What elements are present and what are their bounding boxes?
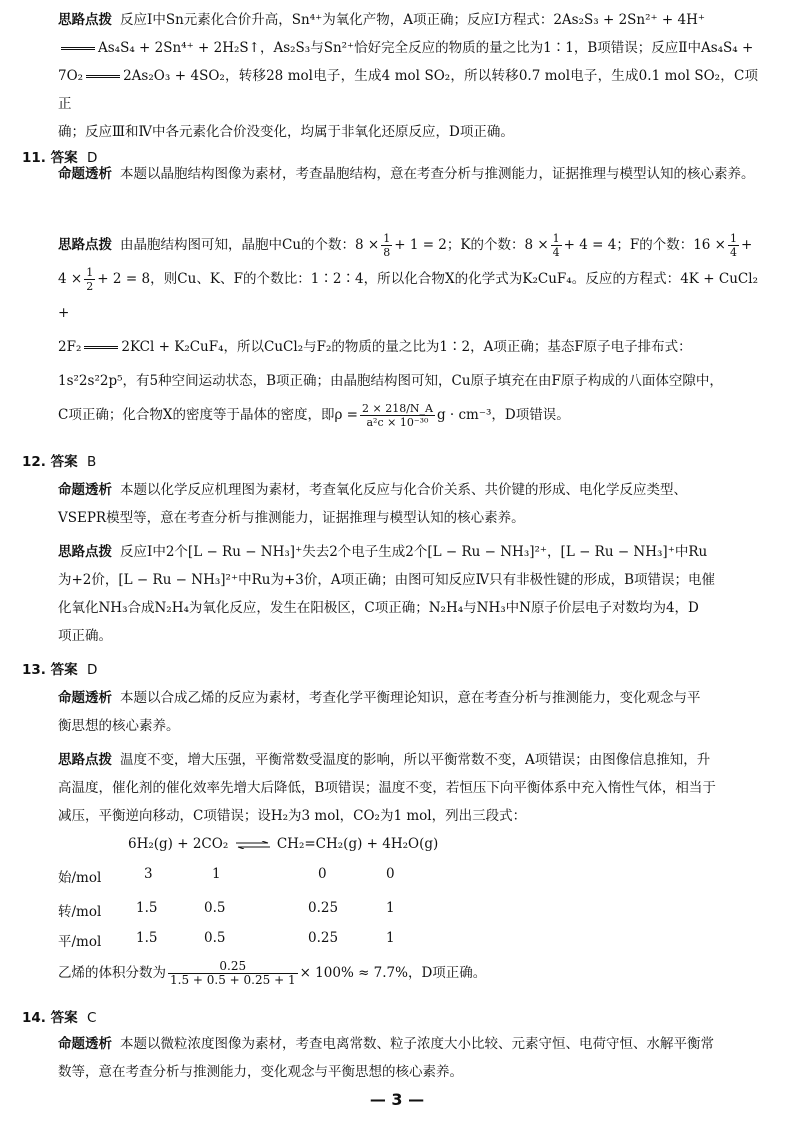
table-cell: 1: [212, 866, 221, 882]
q10-hint: [58, 6, 758, 146]
q12-intent: 命题透析 本题以化学反应机理图为素材，考查氧化反应与化合价关系、共价键的形成、电化学反应类型、 VSEPR模型等，意在考查分析与推测能力，证据推理与模型认知的核心素养。: [58, 482, 687, 526]
page-number: — 3 —: [369, 1090, 425, 1109]
table-cell: 3: [144, 866, 153, 882]
q13-number: 13. 答案 D: [22, 662, 98, 678]
answer-value: C: [87, 1010, 97, 1026]
answer-value: D: [87, 662, 98, 678]
table-cell: 1.5: [136, 930, 158, 946]
equals-arrow: [84, 346, 118, 349]
row-label: 转/mol: [58, 904, 102, 920]
q11-intent: [58, 160, 758, 188]
answer-value: B: [87, 454, 97, 470]
answer-value: D: [87, 150, 98, 166]
intent-label: 命题透析: [58, 166, 112, 182]
table-cell: 1: [386, 900, 395, 916]
answer-label: 答案: [50, 454, 78, 470]
q10-line3a: 7O₂: [58, 68, 84, 84]
fraction: $\frac{1}{2}$: [86, 266, 94, 293]
q11-number: 11. 答案 D: [22, 150, 98, 166]
table-cell: 0: [386, 866, 395, 882]
q14-intent: 命题透析 本题以微粒浓度图像为素材，考查电离常数、粒子浓度大小比较、元素守恒、电荷守恒、水解平衡常 数等，意在考查分析与推测能力，变化观念与平衡思想的核心素养。: [58, 1036, 714, 1080]
fraction: $\frac{1}{8}$: [383, 232, 391, 259]
q10-line4: 确；反应Ⅲ和Ⅳ中各元素化合价没变化，均属于非氧化还原反应，D项正确。: [58, 124, 514, 140]
q10-line3b: 2As₂O₃ + 4SO₂，转移28 mol电子，生成4 mol SO₂，所以转移0.7 mol电子，生成0.1 mol SO₂，C项正: [58, 68, 758, 112]
q13-hint: 思路点拨 温度不变，增大压强，平衡常数受温度的影响，所以平衡常数不变，A项错误；由图像信息推知，升 高温度，催化剂的催化效率先增大后降低，B项错误；温度不变，若恒压下向平衡体系中充入惰性气体，相当于 减压，平衡逆向移动，C项错误；设H₂为3 mol，CO₂为1 mol，列出三段式：: [58, 752, 716, 824]
q13-result: 乙烯的体积分数为 $\frac{0.25}{1.5 + 0.5 + 0.25 + 1}$ × 100% ≈ 7.7%，D项正确。: [58, 959, 487, 987]
intent-label: 命题透析: [58, 482, 112, 498]
fraction: $\frac{1}{4}$: [552, 232, 560, 259]
q10-line1: 反应Ⅰ中Sn元素化合价升高，Sn⁴⁺为氧化产物，A项正确；反应Ⅰ方程式：2As₂S₃ + 2Sn²⁺ + 4H⁺: [120, 12, 706, 28]
intent-label: 命题透析: [58, 690, 112, 706]
equals-arrow: [86, 75, 120, 78]
table-cell: 1: [386, 930, 395, 946]
hint-label: 思路点拨: [58, 12, 112, 28]
table-cell: 1.5: [136, 900, 158, 916]
q12-hint: 思路点拨 反应Ⅰ中2个[L − Ru − NH₃]⁺失去2个电子生成2个[L − Ru − NH₃]²⁺，[L − Ru − NH₃]⁺中Ru 为+2价，[L − Ru − NH₃]²⁺中Ru为+3价，A项正确；由图可知反应Ⅳ只有非极性键的形成，B项错误；电催 化氧化NH₃合成N₂H₄为氧化反应，发生在阳极区，C项正确；N₂H₄与NH₃中N原子价层电子对数均为4，D 项正确。: [58, 544, 715, 644]
table-cell: 0.25: [308, 930, 339, 946]
table-cell: 0: [318, 866, 327, 882]
fraction: $\frac{1}{4}$: [730, 232, 737, 259]
volume-fraction: $\frac{0.25}{1.5 + 0.5 + 0.25 + 1}$: [170, 959, 296, 987]
table-cell: 0.5: [204, 900, 226, 916]
answer-label: 答案: [50, 1010, 78, 1026]
row-label: 平/mol: [58, 934, 102, 950]
hint-label: 思路点拨: [58, 752, 112, 768]
table-cell: 0.5: [204, 930, 226, 946]
equals-arrow: [61, 47, 95, 50]
q10-line2: As₄S₄ + 2Sn⁴⁺ + 2H₂S↑，As₂S₃与Sn²⁺恰好完全反应的物质的量之比为1∶1，B项错误；反应Ⅱ中As₄S₄ +: [98, 40, 754, 56]
answer-label: 答案: [50, 662, 78, 678]
row-label: 始/mol: [58, 870, 102, 886]
q12-number: 12. 答案 B: [22, 454, 97, 470]
hint-label: 思路点拨: [58, 544, 112, 560]
reversible-arrow-icon: [236, 841, 270, 849]
equilibrium-equation: 6H₂(g) + 2CO₂ CH₂=CH₂(g) + 4H₂O(g): [128, 836, 439, 852]
intent-text: 本题以晶胞结构图像为素材，考查晶胞结构，意在考查分析与推测能力，证据推理与模型认知的核心素养。: [120, 166, 755, 182]
answer-label: 答案: [50, 150, 78, 166]
q11-hint: 思路点拨 由晶胞结构图可知，晶胞中Cu的个数：8 × $\frac{1}{8}$ + 1 = 2；K的个数：8 × $\frac{1}{4}$ + 4 = 4；F的个数：16 × $\frac{1}{4}$ + 4 × $\frac{1}{2}$ + 2 = 8，则Cu、K、F的个数比：1∶2∶4，所以化合物X的化学式为K₂CuF₄。反应的方程式：4K + CuCl₂ + 2F₂ 2KCl + K₂CuF₄，所以CuCl₂与F₂的物质的量之比为1∶2，A项正确；基态F原子电子排布式： 1s²2s²2p⁵，有5种空间运动状态，B项正确；由晶胞结构图可知，Cu原子填充在由F原子构成的八面体空隙中， C项正确；化合物X的密度等于晶体的密度，即ρ = $\frac{2 \times 218/N\_A}{\text{a²c × 10⁻³⁰}}$ g · cm⁻³，D项错误。: [58, 232, 758, 429]
intent-label: 命题透析: [58, 1036, 112, 1052]
hint-label: 思路点拨: [58, 237, 112, 253]
q14-number: 14. 答案 C: [22, 1010, 97, 1026]
density-fraction: $\frac{2 \times 218/N\_A}{\text{a²c × 10⁻³⁰}}$: [361, 402, 433, 429]
q13-intent: 命题透析 本题以合成乙烯的反应为素材，考查化学平衡理论知识，意在考查分析与推测能力，变化观念与平 衡思想的核心素养。: [58, 690, 701, 734]
table-cell: 0.25: [308, 900, 339, 916]
